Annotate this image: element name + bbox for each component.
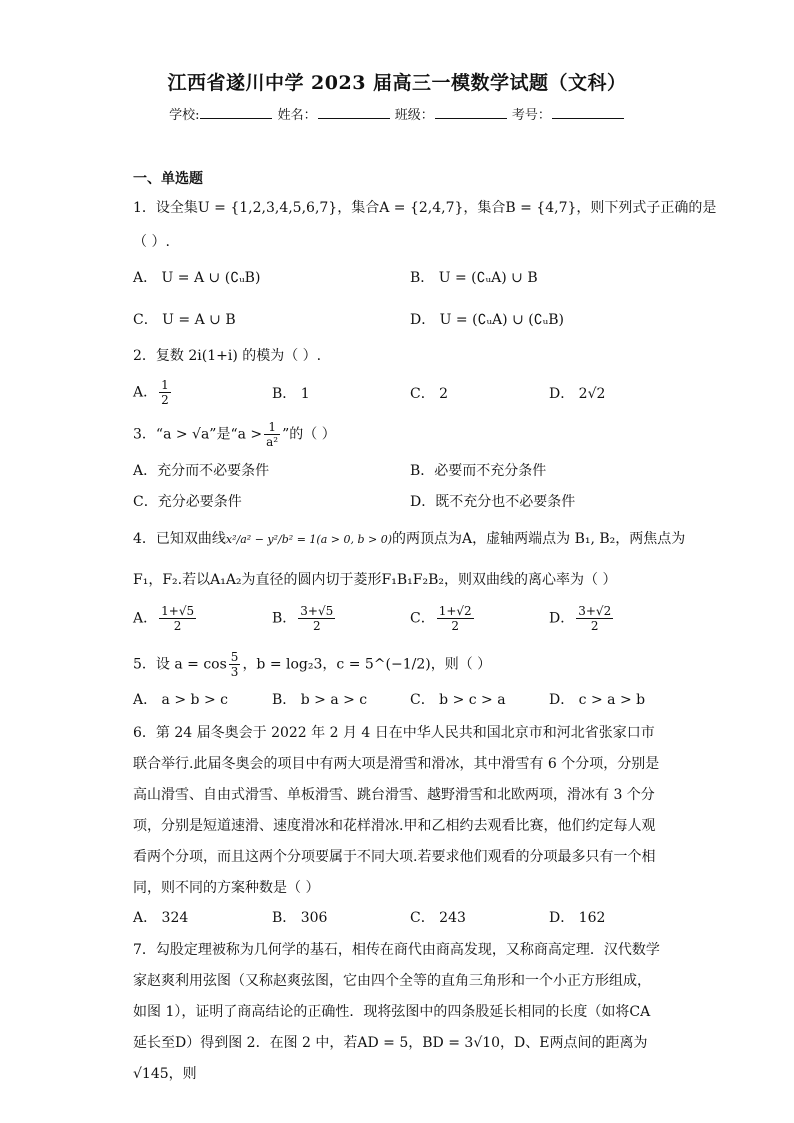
school-blank[interactable] xyxy=(200,106,272,119)
q2-a-num: 1 xyxy=(161,378,169,392)
q5-option-a: A． a > b > c xyxy=(133,692,228,708)
q4-c-prefix: C． xyxy=(410,610,435,627)
q4-text-a: 4．已知双曲线 xyxy=(133,531,226,547)
q6-option-a: A． 324 xyxy=(133,910,189,926)
number-label: 考号： xyxy=(511,108,551,123)
q5-option-c: C． b > c > a xyxy=(410,692,506,708)
q3-text-b: ”的（ ） xyxy=(282,426,336,443)
q5-option-b: B． b > a > c xyxy=(272,692,368,708)
question-2-text: 2．复数 2i(1+i) 的模为（ ）. xyxy=(133,348,322,364)
q3-fraction xyxy=(264,420,280,449)
q5-option-d: D． c > a > b xyxy=(549,692,646,708)
q4-c-den: 2 xyxy=(451,619,460,633)
question-4-cont: F₁，F₂.若以A₁A₂为直径的圆内切于菱形F₁B₁F₂B₂，则双曲线的离心率为（ ） xyxy=(133,572,617,588)
q4-option-c xyxy=(410,604,476,633)
student-info-line xyxy=(0,104,794,123)
q3-frac-den: a² xyxy=(266,435,279,449)
q4-option-b xyxy=(272,604,337,633)
q4-b-num: 3+√5 xyxy=(300,604,334,618)
q5-text-b: ，b = log₂3，c = 5^(−1/2)，则（ ） xyxy=(242,656,492,673)
q6-option-d: D． 162 xyxy=(549,910,606,926)
name-label: 姓名： xyxy=(277,108,317,123)
q3-option-d: D．既不充分也不必要条件 xyxy=(410,494,576,510)
q4-c-fraction xyxy=(437,604,474,633)
q3-text-a: 3．“a > √a”是“a > xyxy=(133,426,263,443)
question-1-text: 1．设全集U = {1,2,3,4,5,6,7}，集合A = {2,4,7}，集合B = {4,7}，则下列式子正确的是 xyxy=(133,200,717,216)
school-label: 学校: xyxy=(169,108,200,123)
q3-frac-num: 1 xyxy=(264,420,280,435)
question-4-text xyxy=(133,529,685,550)
name-blank[interactable] xyxy=(318,106,390,119)
class-label: 班级： xyxy=(394,108,434,123)
q6-option-c: C． 243 xyxy=(410,910,466,926)
q4-d-den: 2 xyxy=(590,619,599,633)
q4-text-b: 的两顶点为A，虚轴两端点为 B₁, B₂，两焦点为 xyxy=(392,531,686,547)
q3-option-b: B．必要而不充分条件 xyxy=(410,463,547,479)
q4-b-fraction xyxy=(298,604,335,633)
question-6-text: 6．第 24 届冬奥会于 2022 年 2 月 4 日在中华人民共和国北京市和河北省张家口市联合举行.此届冬奥会的项目中有两大项是滑雪和滑冰，其中滑雪有 6 个分项，分别是高山滑雪、自由式滑雪、单板滑雪、跳台滑雪、越野滑雪和北欧两项，滑冰有 3 个分项，分别是短道速滑、速度滑冰和花样滑冰.甲和乙相约去观看比赛，他们约定每人观看两个分项，而且这两个分项要属于不同大项.若要求他们观看的分项最多只有一个相同，则不同的方案种数是（ ） xyxy=(133,725,660,896)
q2-option-a xyxy=(133,378,173,407)
q1-option-a: A． U = A ∪ (∁ᵤB) xyxy=(133,270,261,286)
question-3-text xyxy=(133,420,336,449)
q4-c-num: 1+√2 xyxy=(438,604,472,618)
q2-option-c: C． 2 xyxy=(410,386,449,402)
q4-d-prefix: D． xyxy=(549,610,575,627)
q6-option-b: B． 306 xyxy=(272,910,328,926)
q4-option-a xyxy=(133,604,198,633)
q4-d-num: 3+√2 xyxy=(578,604,612,618)
number-blank[interactable] xyxy=(552,106,624,119)
q3-option-a: A．充分而不必要条件 xyxy=(133,463,270,479)
q1-option-b: B． U = (∁ᵤA) ∪ B xyxy=(410,270,538,286)
q4-d-fraction xyxy=(576,604,613,633)
question-7-text: 7．勾股定理被称为几何学的基石，相传在商代由商高发现，又称商高定理．汉代数学家赵爽利用弦图（又称赵爽弦图，它由四个全等的直角三角形和一个小正方形组成，如图 1），证明了商高结论的正确性．现将弦图中的四条股延长相同的长度（如将CA延长至D）得到图 2．在图 2 中，若AD = 5，BD = 3√10，D、E两点间的距离为√145，则 xyxy=(133,942,660,1082)
exam-title: 江西省遂川中学 2023 届高三一模数学试题（文科） xyxy=(167,72,627,94)
q1-option-c: C． U = A ∪ B xyxy=(133,312,236,328)
q4-a-fraction xyxy=(159,604,196,633)
q4-a-num: 1+√5 xyxy=(161,604,195,618)
q4-equation: x²/a² − y²/b² = 1(a > 0, b > 0) xyxy=(225,533,393,546)
q5-text-a: 5．设 a = cos xyxy=(133,656,227,673)
section-heading: 一、单选题 xyxy=(133,171,203,187)
q4-b-den: 2 xyxy=(312,619,321,633)
q4-b-prefix: B． xyxy=(272,610,297,627)
q2-option-d: D． 2√2 xyxy=(549,386,606,402)
q4-a-prefix: A． xyxy=(133,610,158,627)
question-1-cont: （ ）. xyxy=(133,234,170,250)
q4-option-d xyxy=(549,604,615,633)
q2-option-b: B． 1 xyxy=(272,386,310,402)
q3-option-c: C．充分必要条件 xyxy=(133,494,242,510)
class-blank[interactable] xyxy=(435,106,507,119)
q2-a-fraction xyxy=(159,378,171,407)
q5-frac-num: 5 xyxy=(230,650,239,664)
q2-a-den: 2 xyxy=(161,393,169,407)
q4-a-den: 2 xyxy=(173,619,182,633)
question-5-text xyxy=(133,650,491,679)
q1-option-d: D． U = (∁ᵤA) ∪ (∁ᵤB) xyxy=(410,312,564,328)
q5-frac-den: 3 xyxy=(230,665,239,679)
q2-a-prefix: A． xyxy=(133,384,158,401)
q5-fraction xyxy=(229,650,241,679)
